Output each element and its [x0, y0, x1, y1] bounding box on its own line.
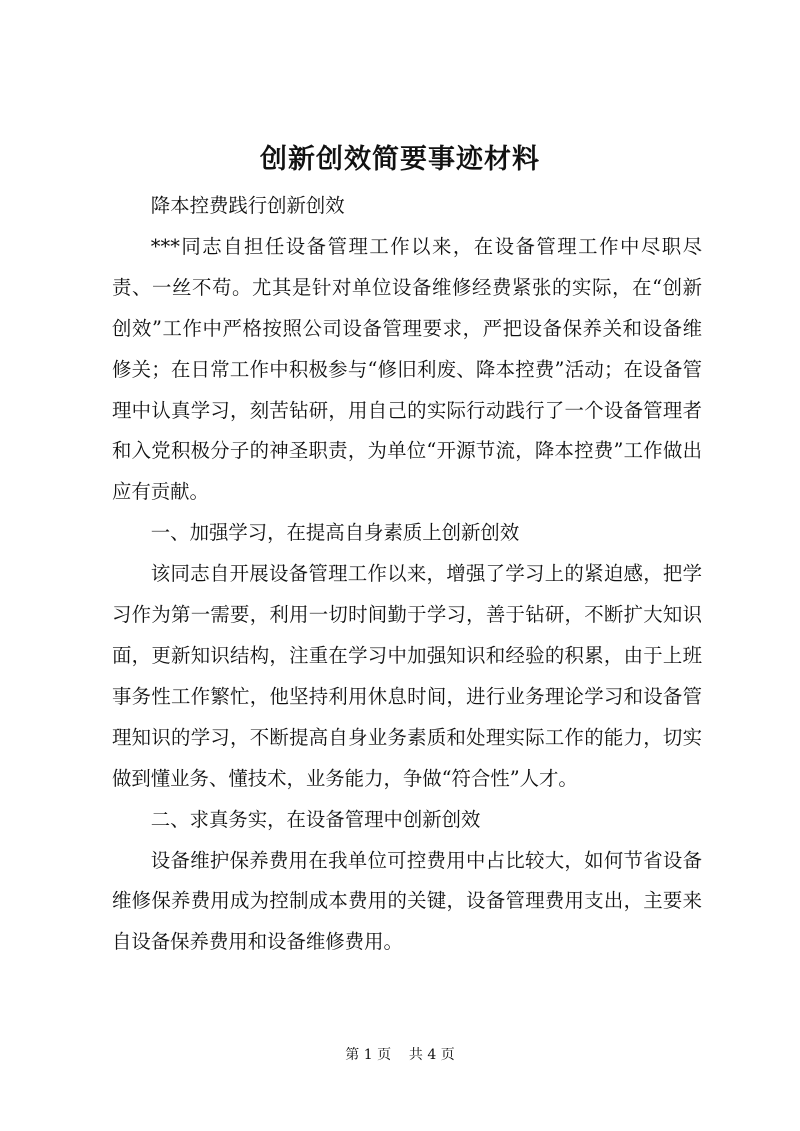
section-heading-2: 二、求真务实，在设备管理中创新创效 — [150, 807, 481, 831]
footer-spacer — [396, 1047, 405, 1063]
intro-paragraph: ***同志自担任设备管理工作以来，在设备管理工作中尽职尽责、一丝不苟。尤其是针对单位设备维修经费紧张的实际，在“创新创效”工作中严格按照公司设备管理要求，严把设备保养关和设备维修关；在日常工作中积极参与“修旧利废、降本控费”活动；在设备管理中认真学习，刻苦钻研，用自己的实际行动践行了一个设备管理者和入党积极分子的神圣职责，为单位“开源节流，降本控费”工作做出应有贡献。 — [112, 234, 702, 504]
section-paragraph-2: 设备维护保养费用在我单位可控费用中占比较大，如何节省设备维修保养费用成为控制成本费用的关键，设备管理费用支出，主要来自设备保养费用和设备维修费用。 — [112, 848, 702, 954]
section-heading-1: 一、加强学习，在提高自身素质上创新创效 — [150, 521, 520, 545]
page-footer — [0, 1045, 800, 1065]
document-subtitle: 降本控费践行创新创效 — [150, 194, 345, 217]
page-title: 创新创效简要事迹材料 — [260, 144, 540, 175]
section-paragraph-1: 该同志自开展设备管理工作以来，增强了学习上的紧迫感，把学习作为第一需要，利用一切时间勤于学习，善于钻研，不断扩大知识面，更新知识结构，注重在学习中加强知识和经验的积累，由于上班事务性工作繁忙，他坚持利用休息时间，进行业务理论学习和设备管理知识的学习，不断提高自身业务素质和处理实际工作的能力，切实做到懂业务、懂技术，业务能力，争做“符合性”人才。 — [112, 562, 702, 790]
page-number: 第 1 页 — [345, 1047, 392, 1063]
page-total: 共 4 页 — [408, 1047, 455, 1063]
document-body — [112, 186, 702, 963]
